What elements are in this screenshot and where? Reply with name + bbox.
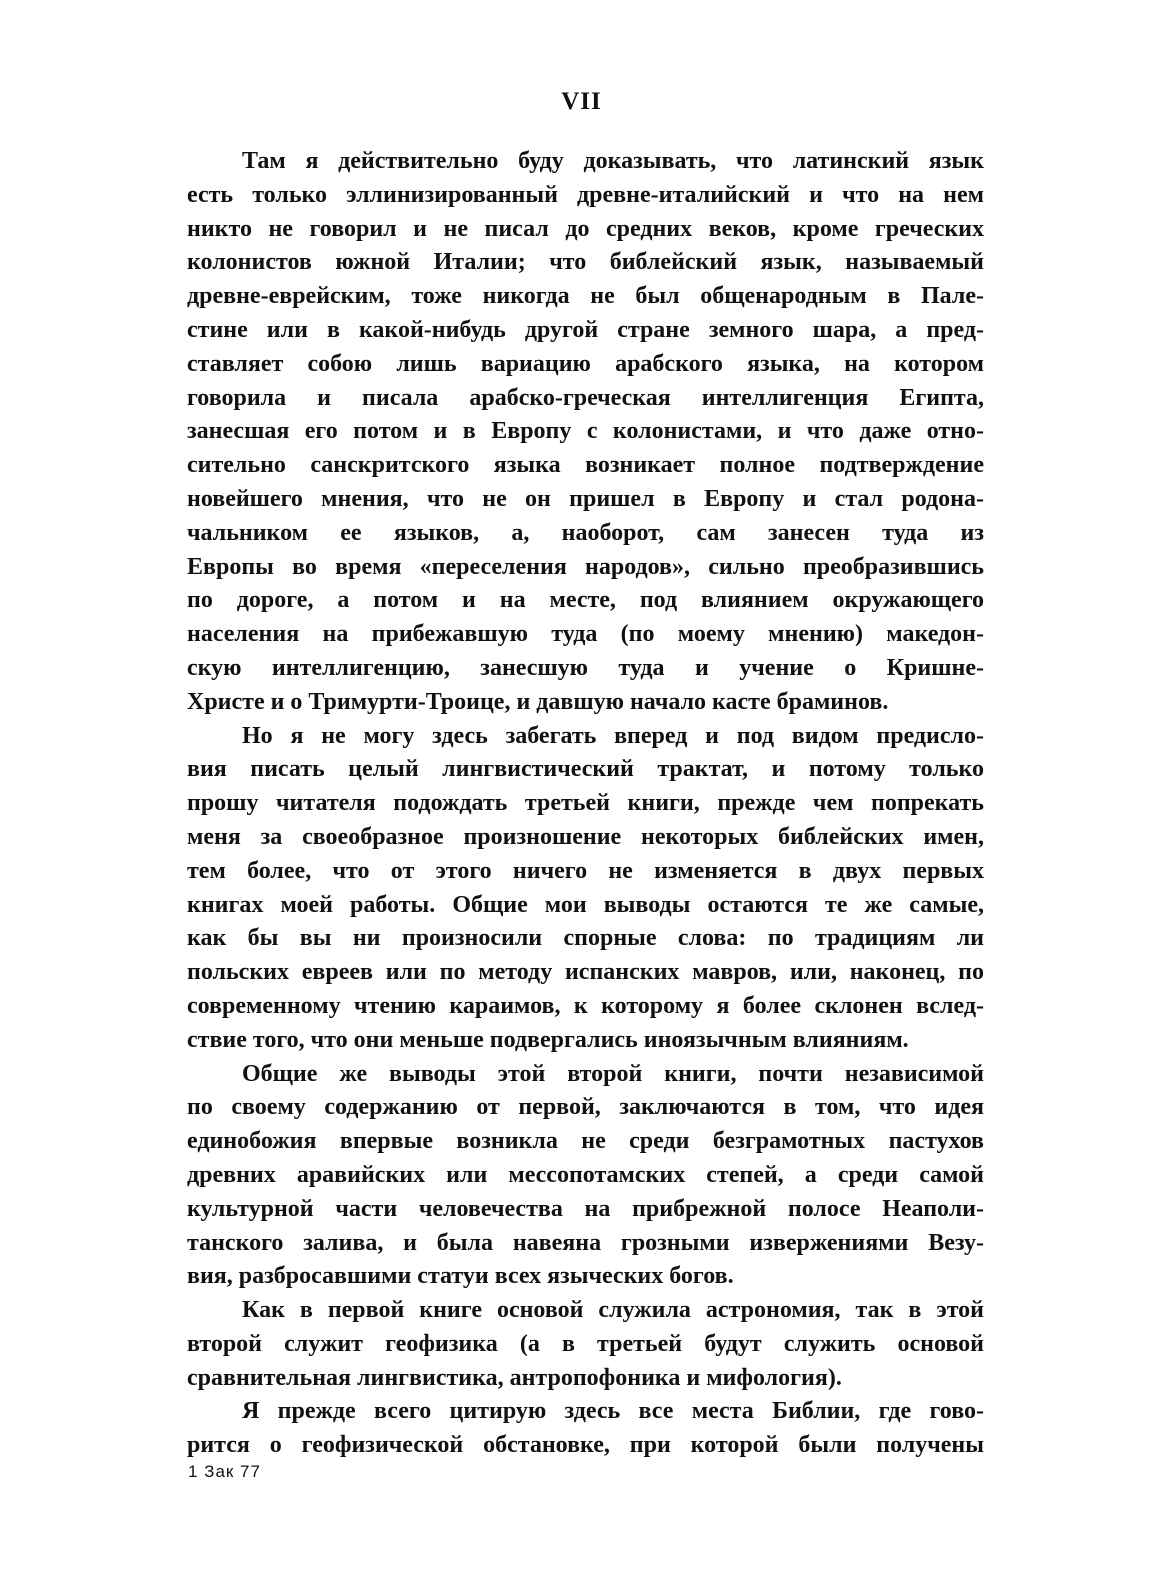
text-line: древних аравийских или мессопотамских степей, а среди самой: [187, 1161, 984, 1188]
text-line: меня за своеобразное произношение некоторых библейских имен,: [187, 823, 984, 850]
text-line: вия писать целый лингвистический трактат, и потому только: [187, 756, 984, 783]
text-line: по дороге, а потом и на месте, под влиянием окружающего: [187, 587, 984, 614]
text-line: ставляет собою лишь вариацию арабского языка, на котором: [187, 350, 984, 377]
text-line: Общие же выводы этой второй книги, почти независимой: [242, 1060, 984, 1087]
text-line: по своему содержанию от первой, заключаются в том, что идея: [187, 1094, 984, 1121]
text-line: книгах моей работы. Общие мои выводы остаются те же самые,: [187, 891, 984, 918]
text-line: никто не говорил и не писал до средних веков, кроме греческих: [187, 215, 984, 242]
text-line: как бы вы ни произносили спорные слова: по традициям ли: [187, 925, 984, 952]
page-number: VII: [561, 88, 602, 115]
text-line: чальником ее языков, а, наоборот, сам занесен туда из: [187, 519, 984, 546]
text-line: Европы во время «переселения народов», сильно преобразившись: [187, 553, 984, 580]
text-line: скую интеллигенцию, занесшую туда и учение о Кришне-: [187, 654, 984, 681]
text-line: второй служит геофизика (а в третьей будут служить основой: [187, 1330, 984, 1357]
text-line: вия, разбросавшими статуи всех языческих богов.: [187, 1263, 734, 1290]
text-line: сравнительная лингвистика, антропофоника и мифология).: [187, 1364, 842, 1391]
text-line: новейшего мнения, что не он пришел в Европу и стал родона-: [187, 485, 984, 512]
text-line: польских евреев или по методу испанских мавров, или, наконец, по: [187, 959, 984, 986]
text-line: современному чтению караимов, к которому я более склонен вслед-: [187, 992, 984, 1019]
text-line: сительно санскритского языка возникает полное подтверждение: [187, 452, 984, 479]
body-text: [187, 145, 984, 1463]
text-line: Я прежде всего цитирую здесь все места Библии, где гово-: [242, 1398, 984, 1425]
text-line: Христе и о Тримурти-Троице, и давшую начало касте браминов.: [187, 688, 889, 715]
text-line: Там я действительно буду доказывать, что латинский язык: [242, 148, 984, 174]
text-line: рится о геофизической обстановке, при которой были получены: [187, 1432, 984, 1459]
text-line: стине или в какой-нибудь другой стране земного шара, а пред-: [187, 316, 984, 343]
text-line: танского залива, и была навеяна грозными извержениями Везу-: [187, 1229, 984, 1256]
text-line: Но я не могу здесь забегать вперед и под видом предисло-: [242, 722, 984, 749]
text-line: населения на прибежавшую туда (по моему мнению) македон-: [187, 621, 984, 648]
text-line: тем более, что от этого ничего не изменяется в двух первых: [187, 857, 984, 884]
printer-mark: 1 Зак 77: [188, 1462, 261, 1481]
text-line: прошу читателя подождать третьей книги, прежде чем попрекать: [187, 790, 984, 817]
text-line: ствие того, что они меньше подвергались иноязычным влияниям.: [187, 1026, 909, 1053]
text-line: культурной части человечества на прибрежной полосе Неаполи-: [187, 1195, 984, 1222]
text-line: колонистов южной Италии; что библейский язык, называемый: [187, 249, 984, 276]
text-line: Как в первой книге основой служила астрономия, так в этой: [242, 1297, 984, 1324]
text-line: древне-еврейским, тоже никогда не был общенародным в Пале-: [187, 283, 984, 310]
text-line: есть только эллинизированный древне-италийский и что на нем: [187, 181, 984, 208]
text-line: занесшая его потом и в Европу с колонистами, и что даже отно-: [187, 418, 984, 445]
text-line: говорила и писала арабско-греческая интеллигенция Египта,: [187, 384, 984, 411]
text-line: единобожия впервые возникла не среди безграмотных пастухов: [187, 1128, 984, 1155]
